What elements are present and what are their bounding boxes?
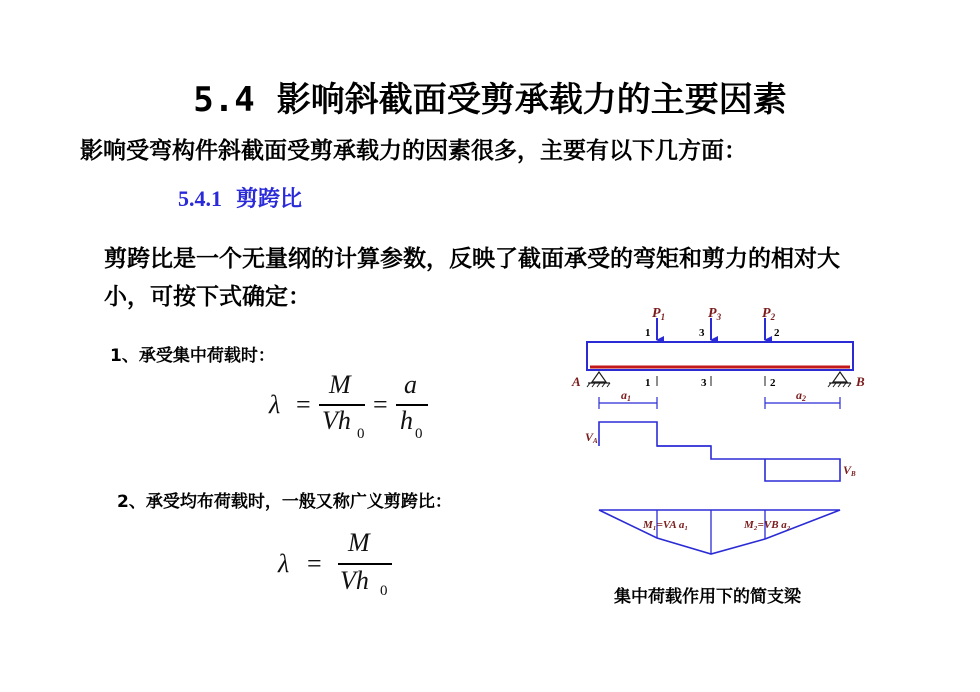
section-mark: 1	[645, 377, 651, 389]
denominator-vh: Vh	[322, 406, 351, 435]
load-label: $P_2$	[762, 306, 776, 322]
shear-label-left: VA	[585, 430, 598, 445]
title-text: 影响斜截面受剪承载力的主要因素	[276, 80, 787, 120]
load-p1	[645, 306, 665, 340]
denominator-h: h	[400, 406, 413, 435]
numerator-a: a	[404, 370, 417, 399]
moment-label-1: M₁=VA a₁	[643, 519, 689, 531]
title-number: 5.4	[193, 80, 255, 120]
support-label: A	[572, 374, 581, 389]
numerator-m: M	[348, 528, 370, 557]
section-mark: 3	[701, 377, 707, 389]
load-p3	[699, 306, 722, 340]
case1-label: 1、承受集中荷载时：	[110, 346, 275, 366]
lambda-symbol: λ	[269, 390, 281, 419]
support-label: B	[856, 374, 865, 389]
equals-sign: =	[296, 390, 311, 419]
shear-force-diagram	[585, 422, 856, 481]
section-heading	[178, 182, 302, 213]
subscript-zero: 0	[415, 426, 423, 442]
definition-paragraph: 剪跨比是一个无量纲的计算参数，反映了截面承受的弯矩和剪力的相对大小，可按下式确定：	[104, 246, 840, 310]
case2-label: 2、承受均布荷载时，一般又称广义剪跨比：	[117, 492, 452, 512]
intro-text: 影响受弯构件斜截面受剪承载力的因素很多，主要有以下几方面：	[80, 138, 747, 164]
subscript-zero: 0	[380, 583, 388, 599]
section-mark: 3	[699, 327, 705, 339]
section-mark: 2	[770, 377, 776, 389]
lambda-symbol: λ	[278, 549, 290, 578]
support-b	[828, 372, 865, 389]
load-p2	[762, 306, 780, 340]
dimension-a1	[599, 388, 657, 409]
dimension-a2	[765, 388, 840, 409]
dimension-label: a2	[796, 388, 806, 403]
load-label: $P_3$	[708, 306, 722, 322]
page-title	[0, 72, 980, 121]
section-mark: 2	[774, 327, 780, 339]
subscript-zero: 0	[357, 426, 365, 442]
shear-label-right: VB	[843, 463, 856, 478]
denominator-vh: Vh	[340, 566, 369, 595]
equals-sign: =	[307, 549, 322, 578]
section-number: 5.4.1	[178, 186, 222, 211]
section-title: 剪跨比	[236, 187, 303, 212]
simply-supported-beam-diagram	[560, 300, 880, 572]
diagram-caption: 集中荷载作用下的简支梁	[614, 587, 801, 607]
section-mark: 1	[645, 327, 651, 339]
bending-moment-diagram	[599, 510, 840, 554]
dimension-label: a1	[621, 388, 631, 403]
load-label: $P_1$	[652, 306, 666, 322]
support-a	[571, 372, 610, 389]
moment-label-2: M₂=VB a₂	[744, 519, 791, 531]
fraction-bar	[338, 563, 392, 565]
numerator-m: M	[329, 370, 351, 399]
equals-sign: =	[373, 390, 388, 419]
